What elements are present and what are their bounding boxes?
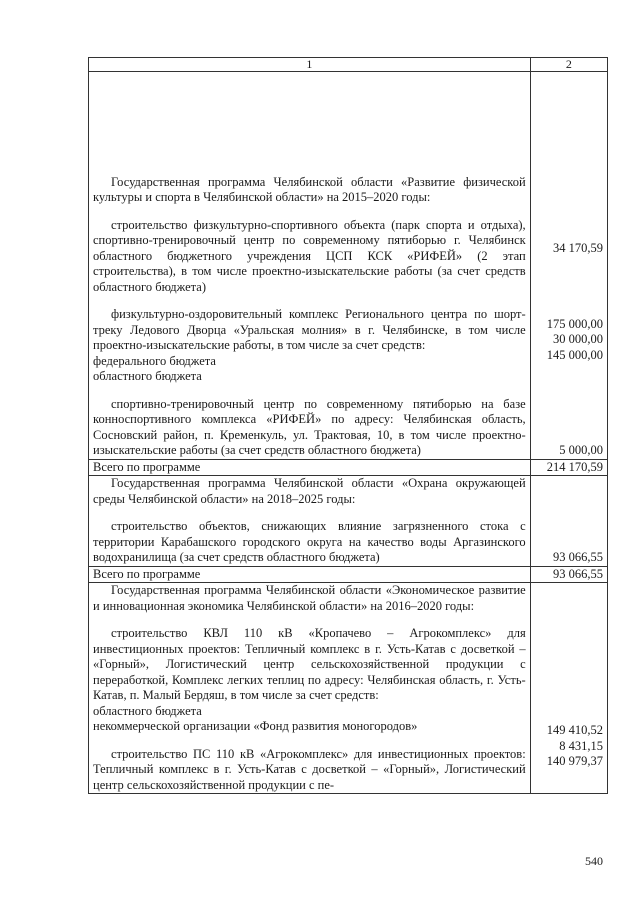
header-col-2: 2 <box>530 58 607 72</box>
item-value: 5 000,00 <box>559 443 603 457</box>
program-title: Государственная программа Челябинской области «Развитие физической культуры и спорта в Челябинской области» на 2015–2020 годы: <box>93 174 526 204</box>
total-label: Всего по программе <box>89 459 531 476</box>
item-text: строительство объектов, снижающих влияние загрязненного стока с территории Карабашского городского округа на качество воды Аргазинского водохранилища (за счет средств областного бюджета) <box>93 519 526 564</box>
table-header-row <box>89 58 608 72</box>
sub-value: 145 000,00 <box>546 347 603 362</box>
total-row <box>89 459 608 476</box>
total-row <box>89 566 608 583</box>
item-value: 149 410,52 <box>546 723 603 737</box>
total-value: 214 170,59 <box>530 459 607 476</box>
sub-value: 8 431,15 <box>559 738 603 753</box>
program-row <box>89 583 608 794</box>
sub-label: некоммерческой организации «Фонд развития моногородов» <box>93 719 418 733</box>
item-value: 34 170,59 <box>553 241 603 255</box>
budget-table <box>88 57 608 794</box>
sub-value: 30 000,00 <box>553 332 603 346</box>
header-col-1: 1 <box>89 58 531 72</box>
item-value: 175 000,00 <box>546 316 603 331</box>
item-text: строительство ПС 110 кВ «Агрокомплекс» для инвестиционных проектов: Тепличный комплекс в г. Усть-Катав с досветкой – «Горный», Логистический центр сельскохозяйственной продукции с пе- <box>93 746 526 792</box>
sub-label: областного бюджета <box>93 703 202 718</box>
program-title: Государственная программа Челябинской области «Экономическое развитие и инновационная экономика Челябинской области» на 2016–2020 годы: <box>93 583 526 613</box>
sub-label: федерального бюджета <box>93 353 216 368</box>
total-label: Всего по программе <box>89 566 531 583</box>
item-text: строительство КВЛ 110 кВ «Кропачево – Агрокомплекс» для инвестиционных проектов: Тепличный комплекс в г. Усть-Катав с досветкой – «Горный», Логистический центр сельскохозяйственной продукции с переработкой, Комплекс легких теплиц по адресу: Челябинская область, г. Усть-Катав, п. Малый Бердяш, в том числе за счет средств: <box>93 626 526 702</box>
item-text: физкультурно-оздоровительный комплекс Регионального центра по шорт-треку Ледового Дворца «Уральская молния» в г. Челябинске, в том числе проектно-изыскательские работы, в том числе за счет средств: <box>93 307 526 352</box>
item-value: 93 066,55 <box>530 476 607 567</box>
sub-value: 140 979,37 <box>546 754 603 768</box>
item-text: спортивно-тренировочный центр по современному пятиборью на базе конноспортивного комплекса «РИФЕЙ» по адресу: Челябинская область, Сосновский район, п. Кременкуль, ул. Трактовая, 10, в том числе проектно-изыскательские работы (за счет средств областного бюджета) <box>93 396 526 457</box>
page-number: 540 <box>585 854 603 868</box>
total-value: 93 066,55 <box>530 566 607 583</box>
item-text: строительство физкультурно-спортивного объекта (парк спорта и отдыха), спортивно-тренировочный центр по современному пятиборью г. Челябинск областного бюджетного учреждения ЦСП КСК «РИФЕЙ» (2 этап строительства), в том числе проектно-изыскательские работы (за счет средств областного бюджета) <box>93 217 526 294</box>
program-title: Государственная программа Челябинской области «Охрана окружающей среды Челябинской области» на 2018–2025 годы: <box>93 476 526 506</box>
program-row <box>89 476 608 567</box>
sub-label: областного бюджета <box>93 369 202 383</box>
program-row <box>89 72 608 460</box>
